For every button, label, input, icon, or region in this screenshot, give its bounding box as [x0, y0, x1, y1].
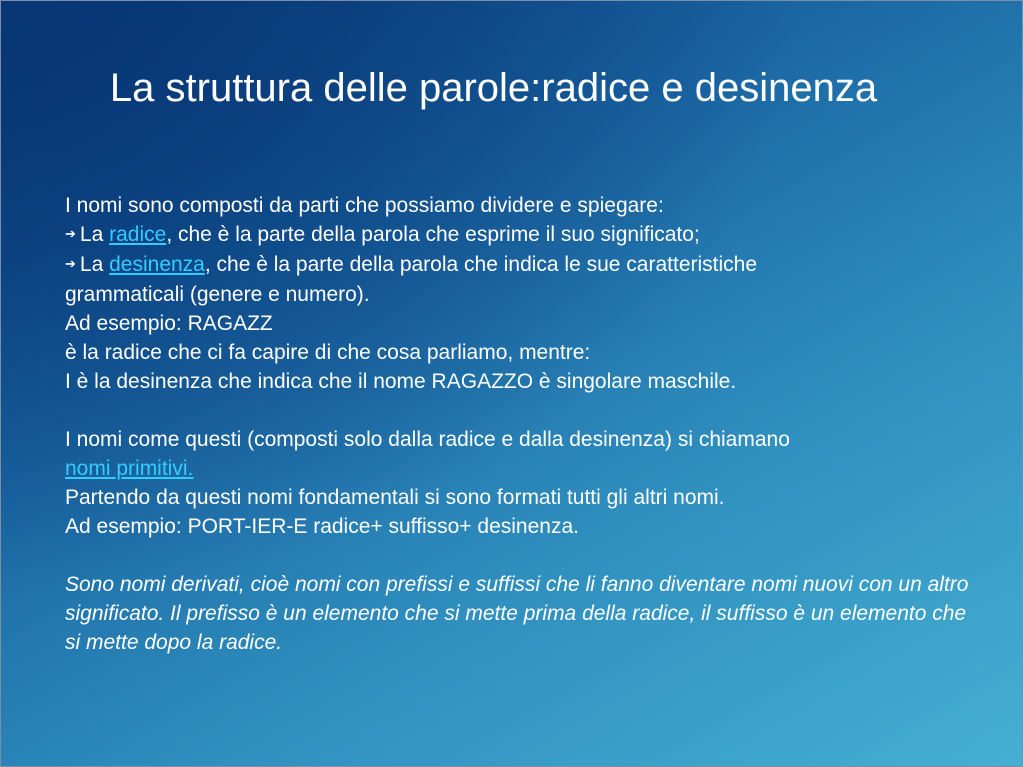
- slide-title: La struttura delle parole:radice e desinenza: [109, 66, 878, 110]
- example-ragazz-explanation: è la radice che ci fa capire di che cosa parliamo, mentre:: [65, 340, 591, 364]
- paragraph-spacer: [65, 541, 985, 570]
- bullet-radice-prefix: La: [79, 223, 110, 246]
- arrow-right-icon: ➔: [65, 225, 76, 241]
- derived-nouns-paragraph: Sono nomi derivati, cioè nomi con prefissi e suffissi che li fanno diventare nomi nuovi con un altro significato. Il prefisso è un elemento che si mette prima della radice, il suffisso è un elemento che si mette dopo la radice.: [65, 572, 969, 654]
- bullet-radice: [65, 220, 985, 250]
- bullet-radice-suffix: , che è la parte della parola che esprime il suo significato;: [166, 223, 700, 246]
- bullet-desinenza: [65, 250, 985, 280]
- arrow-right-icon: ➔: [65, 255, 76, 271]
- term-radice[interactable]: radice: [109, 223, 167, 246]
- bullet-desinenza-prefix: La: [79, 252, 110, 276]
- slide-content: [65, 191, 985, 657]
- term-desinenza[interactable]: desinenza: [109, 252, 205, 276]
- intro-text: I nomi sono composti da parti che possiamo dividere e spiegare:: [65, 194, 664, 217]
- bullet-desinenza-continuation: grammaticali (genere e numero).: [65, 282, 370, 306]
- example-portiere: Ad esempio: PORT-IER-E radice+ suffisso+ desinenza.: [65, 514, 579, 538]
- paragraph-spacer: [65, 396, 985, 425]
- bullet-desinenza-suffix: , che è la parte della parola che indica le sue caratteristiche: [204, 252, 758, 276]
- primitive-text: I nomi come questi (composti solo dalla radice e dalla desinenza) si chiamano: [65, 427, 790, 451]
- example-ragazz: Ad esempio: RAGAZZ: [65, 311, 273, 335]
- derived-intro: Partendo da questi nomi fondamentali si sono formati tutti gli altri nomi.: [65, 485, 725, 509]
- example-ragazzo-desinenza: I è la desinenza che indica che il nome RAGAZZO è singolare maschile.: [65, 369, 737, 393]
- primitive-term-line: [65, 454, 985, 483]
- term-nomi-primitivi[interactable]: nomi primitivi.: [65, 456, 194, 480]
